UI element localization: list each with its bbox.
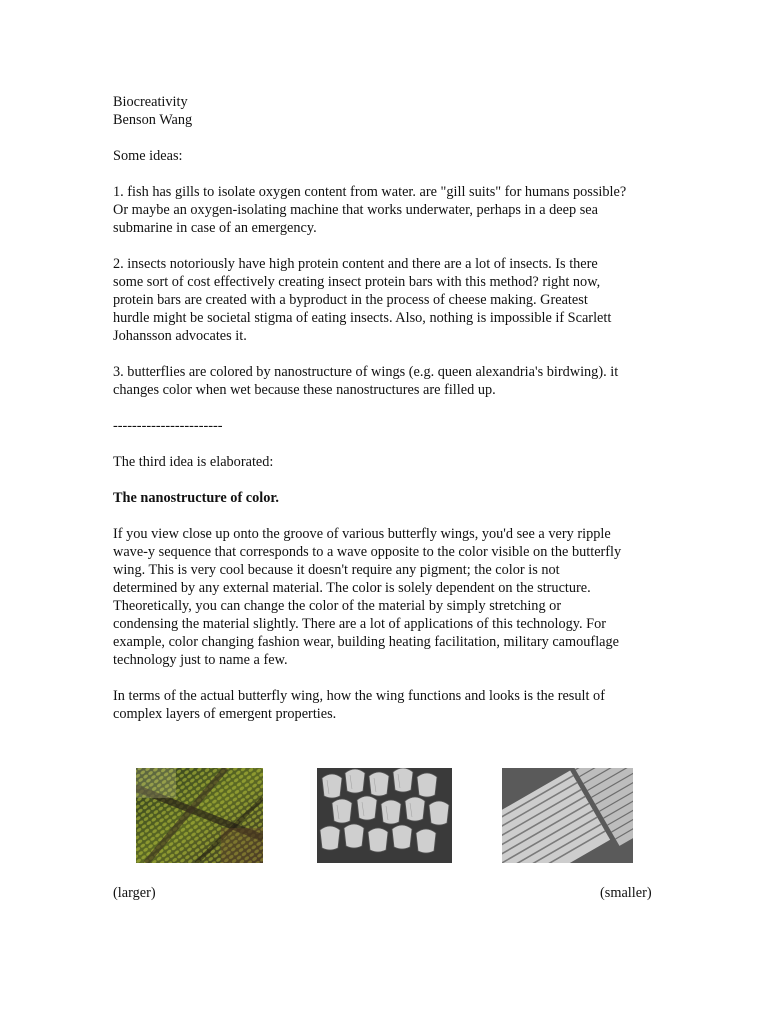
body-paragraph-2	[113, 687, 658, 723]
intro-text: Some ideas:	[113, 148, 183, 164]
paragraph-line: Theoretically, you can change the color of the material by simply stretching or	[113, 598, 562, 614]
idea-line: 3. butterflies are colored by nanostructure of wings (e.g. queen alexandria's birdwing). it	[113, 364, 619, 380]
idea-line: 1. fish has gills to isolate oxygen content from water. are "gill suits" for humans possible?	[113, 184, 627, 200]
idea-line: hurdle might be societal stigma of eating insects. Also, nothing is impossible if Scarlett	[113, 310, 612, 326]
caption-smaller: (smaller)	[600, 885, 652, 901]
idea-line: protein bars are created with a byproduct in the process of cheese making. Greatest	[113, 292, 588, 308]
idea-line: Johansson advocates it.	[113, 328, 247, 344]
scale-ridges-sem-photo	[502, 768, 633, 863]
body-paragraph-1	[113, 525, 658, 669]
paragraph-line: determined by any external material. The color is solely dependent on the structure.	[113, 580, 591, 596]
author-name: Benson Wang	[113, 112, 193, 128]
paragraph-line: condensing the material slightly. There are a lot of applications of this technology. For	[113, 616, 606, 632]
idea-line: Or maybe an oxygen-isolating machine that works underwater, perhaps in a deep sea	[113, 202, 598, 218]
caption-larger: (larger)	[113, 885, 156, 901]
idea-line: some sort of cost effectively creating insect protein bars with this method? right now,	[113, 274, 601, 290]
idea-3	[113, 363, 658, 399]
butterfly-wing-photo	[136, 768, 263, 863]
paragraph-line: wing. This is very cool because it doesn't require any pigment; the color is not	[113, 562, 560, 578]
paragraph-line: technology just to name a few.	[113, 652, 288, 668]
idea-2	[113, 255, 658, 345]
idea-line: changes color when wet because these nanostructures are filled up.	[113, 382, 496, 398]
image-row	[0, 768, 768, 864]
document-body	[113, 93, 658, 723]
section-heading: The nanostructure of color.	[113, 490, 279, 506]
paragraph-line: In terms of the actual butterfly wing, how the wing functions and looks is the result of	[113, 688, 605, 704]
idea-line: 2. insects notoriously have high protein content and there are a lot of insects. Is there	[113, 256, 598, 272]
idea-1	[113, 183, 658, 237]
divider: -----------------------	[113, 418, 223, 434]
document-title: Biocreativity	[113, 94, 188, 110]
elaboration-intro: The third idea is elaborated:	[113, 454, 274, 470]
paragraph-line: If you view close up onto the groove of various butterfly wings, you'd see a very ripple	[113, 526, 611, 542]
paragraph-line: example, color changing fashion wear, building heating facilitation, military camouflage	[113, 634, 620, 650]
idea-line: submarine in case of an emergency.	[113, 220, 317, 236]
wing-scales-sem-photo	[317, 768, 452, 863]
paragraph-line: wave-y sequence that corresponds to a wave opposite to the color visible on the butterfly	[113, 544, 622, 560]
paragraph-line: complex layers of emergent properties.	[113, 706, 337, 722]
